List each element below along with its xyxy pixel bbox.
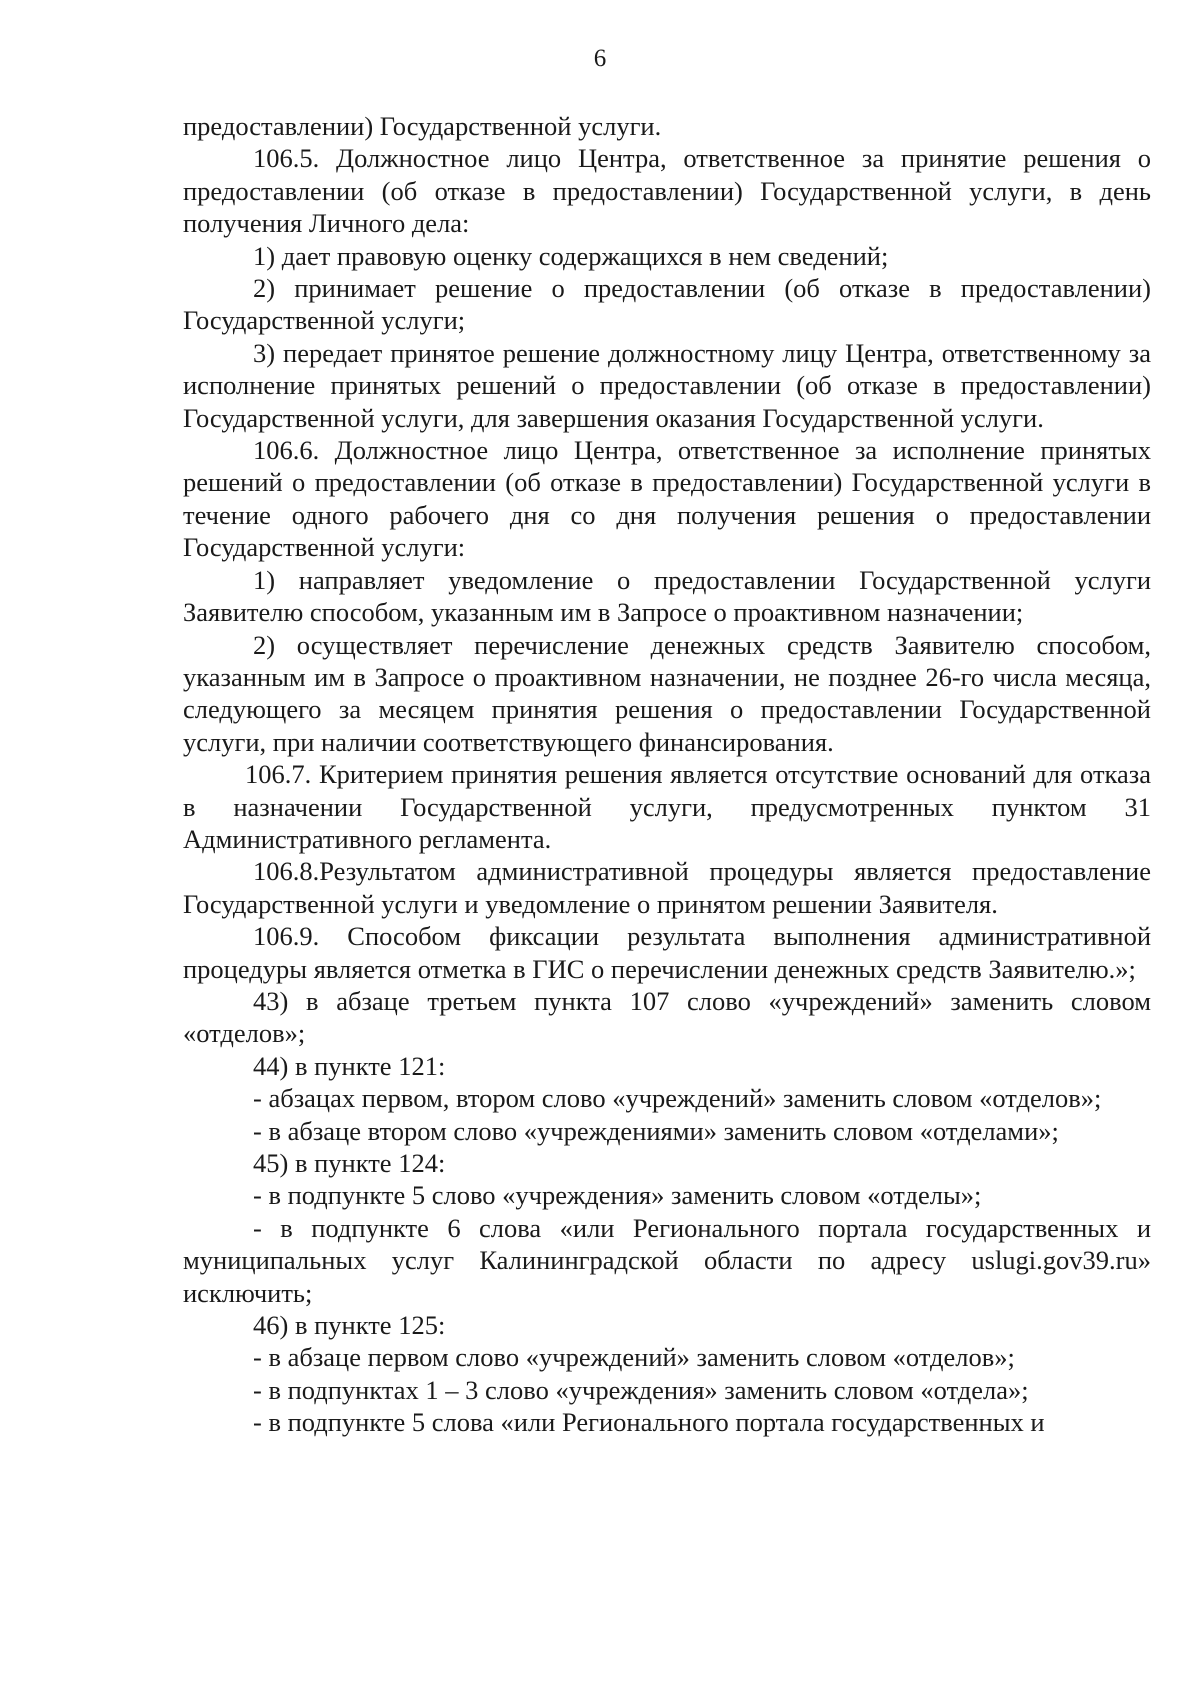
list-item: - абзацах первом, втором слово «учреждений» заменить словом «отделов»; [253,1083,1102,1114]
paragraph: 106.7. Критерием принятия решения является отсутствие оснований для отказа в назначении Государственной услуги, предусмотренных пунктом 31 Административного регламента. [183,759,1151,854]
list-item: - в подпункте 5 слово «учреждения» заменить словом «отделы»; [253,1180,982,1211]
list-item: - в подпунктах 1 – 3 слово «учреждения» заменить словом «отдела»; [253,1374,1029,1405]
list-item: 45) в пункте 124: [253,1148,446,1178]
page-number: 6 [593,45,607,72]
list-item: - в подпункте 6 слова «или Регионального портала государственных и муниципальных услуг Калининградской области по адресу uslugi.gov39.ru» исключить; [183,1212,1151,1308]
paragraph: 106.6. Должностное лицо Центра, ответственное за исполнение принятых решений о предоставлении (об отказе в предоставлении) Государственной услуги в течение одного рабочего дня со дня получения решения о предоставлении Государственной услуги: [183,435,1151,563]
list-item: 3) передает принятое решение должностному лицу Центра, ответственному за исполнение принятых решений о предоставлении (об отказе в предоставлении) Государственной услуги, для завершения оказания Государственной услуги. [183,337,1151,433]
list-item: - в абзаце первом слово «учреждений» заменить словом «отделов»; [253,1342,1015,1373]
list-item: 46) в пункте 125: [253,1310,446,1341]
list-item: - в абзаце втором слово «учреждениями» заменить словом «отделами»; [253,1115,1059,1146]
list-item: - в подпункте 5 слова «или Регионального портала государственных и [253,1407,1045,1438]
list-item: 2) осуществляет перечисление денежных средств Заявителю способом, указанным им в Запросе о проактивном назначении, не позднее 26-го числа месяца, следующего за месяцем принятия решения о предоставлении Государственной услуги, при наличии соответствующего финансирования. [183,629,1151,757]
document-body [183,110,1151,1439]
paragraph: 106.8.Результатом административной процедуры является предоставление Государственной услуги и уведомление о принятом решении Заявителя. [183,856,1151,919]
paragraph: предоставлении) Государственной услуги. [183,111,662,141]
list-item: 44) в пункте 121: [253,1050,446,1081]
paragraph: 106.9. Способом фиксации результата выполнения административной процедуры является отметка в ГИС о перечислении денежных средств Заявителю.»; [183,921,1151,984]
list-item: 1) направляет уведомление о предоставлении Государственной услуги Заявителю способом, указанным им в Запросе о проактивном назначении; [183,564,1151,628]
list-item: 1) дает правовую оценку содержащихся в нем сведений; [253,240,889,271]
list-item: 43) в абзаце третьем пункта 107 слово «учреждений» заменить словом «отделов»; [183,985,1151,1049]
paragraph: 106.5. Должностное лицо Центра, ответственное за принятие решения о предоставлении (об отказе в предоставлении) Государственной услуги, в день получения Личного дела: [183,143,1151,239]
list-item: 2) принимает решение о предоставлении (об отказе в предоставлении) Государственной услуги; [183,273,1151,336]
